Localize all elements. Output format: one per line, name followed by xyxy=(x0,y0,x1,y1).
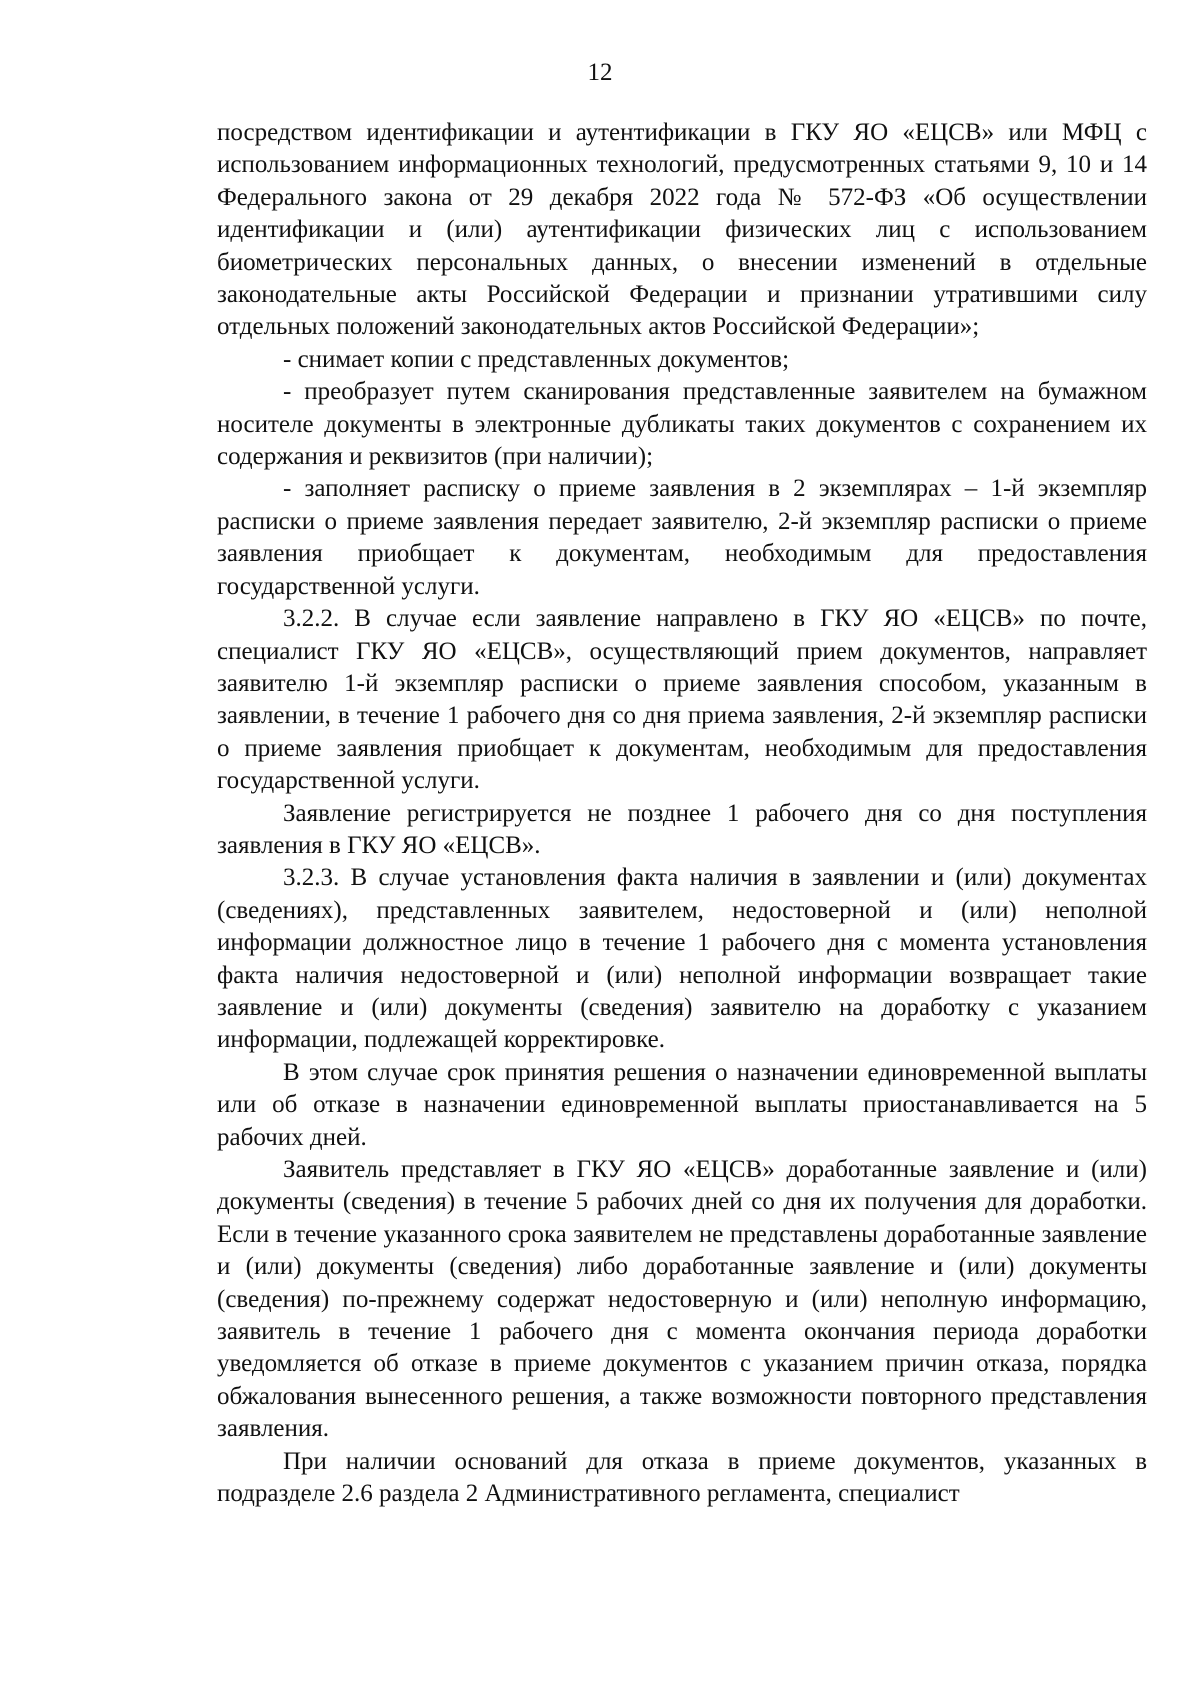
paragraph-continuation: посредством идентификации и аутентификации в ГКУ ЯО «ЕЦСВ» или МФЦ с использованием информационных технологий, предусмотренных статьями 9, 10 и 14 Федерального закона от 29 декабря 2022 года № 572-ФЗ «Об осуществлении идентификации и (или) аутентификации физических лиц с использованием биометрических персональных данных, о внесении изменений в отдельные законодательные акты Российской Федерации и признании утратившими силу отдельных положений законодательных актов Российской Федерации»; xyxy=(217,119,1147,341)
paragraph-copies: - снимает копии с представленных документов; xyxy=(283,345,790,373)
paragraph-3-2-2: 3.2.2. В случае если заявление направлено в ГКУ ЯО «ЕЦСВ» по почте, специалист ГКУ ЯО «ЕЦСВ», осуществляющий прием документов, направляет заявителю 1-й экземпляр расписки о приеме заявления способом, указанным в заявлении, в течение 1 рабочего дня со дня приема заявления, 2-й экземпляр расписки о приеме заявления приобщает к документам, необходимым для предоставления государственной услуги. xyxy=(217,605,1147,795)
paragraph-resubmission: Заявитель представляет в ГКУ ЯО «ЕЦСВ» доработанные заявление и (или) документы (сведения) в течение 5 рабочих дней со дня их получения для доработки. Если в течение указанного срока заявителем не представлены доработанные заявление и (или) документы (сведения) либо доработанные заявление и (или) документы (сведения) по-прежнему содержат недостоверную и (или) неполную информацию, заявитель в течение 1 рабочего дня с момента окончания периода доработки уведомляется об отказе в приеме документов с указанием причин отказа, порядка обжалования вынесенного решения, а также возможности повторного представления заявления. xyxy=(217,1156,1147,1443)
paragraph-registration: Заявление регистрируется не позднее 1 рабочего дня со дня поступления заявления в ГКУ ЯО «ЕЦСВ». xyxy=(217,799,1147,859)
page-number: 12 xyxy=(587,59,613,86)
paragraph-scanning: - преобразует путем сканирования представленные заявителем на бумажном носителе документы в электронные дубликаты таких документов с сохранением их содержания и реквизитов (при наличии); xyxy=(217,378,1147,471)
paragraph-refusal-grounds: При наличии оснований для отказа в приеме документов, указанных в подразделе 2.6 раздела 2 Административного регламента, специалист xyxy=(217,1447,1147,1508)
document-body xyxy=(217,117,1147,1510)
paragraph-suspension: В этом случае срок принятия решения о назначении единовременной выплаты или об отказе в назначении единовременной выплаты приостанавливается на 5 рабочих дней. xyxy=(217,1058,1147,1151)
paragraph-receipt: - заполняет расписку о приеме заявления в 2 экземплярах – 1-й экземпляр расписки о приеме заявления передает заявителю, 2-й экземпляр расписки о приеме заявления приобщает к документам, необходимым для предоставления государственной услуги. xyxy=(217,475,1147,600)
paragraph-3-2-3: 3.2.3. В случае установления факта наличия в заявлении и (или) документах (сведениях), представленных заявителем, недостоверной и (или) неполной информации должностное лицо в течение 1 рабочего дня с момента установления факта наличия недостоверной и (или) неполной информации возвращает такие заявление и (или) документы (сведения) заявителю на доработку с указанием информации, подлежащей корректировке. xyxy=(217,864,1147,1054)
